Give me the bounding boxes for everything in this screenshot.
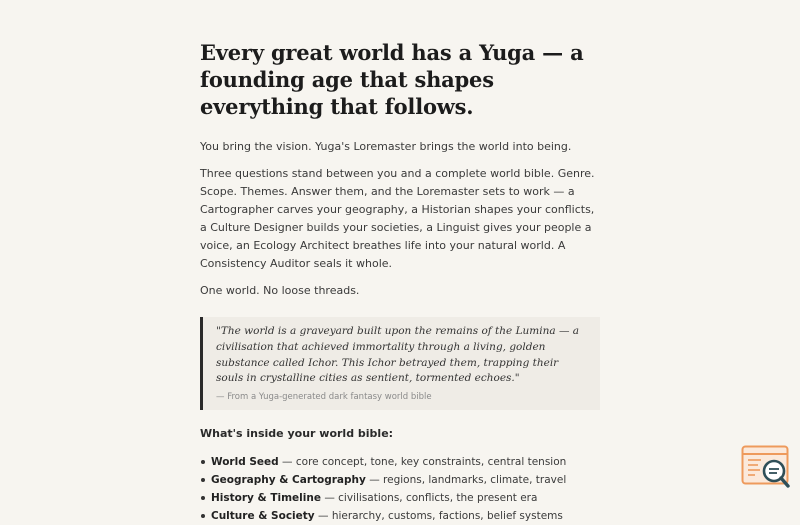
- sample-quote: [200, 317, 600, 410]
- main-content: [200, 39, 600, 525]
- list-item-title: Culture & Society: [211, 510, 315, 523]
- list-item: [200, 453, 600, 471]
- list-item-title: History & Timeline: [211, 492, 321, 505]
- assistant-widget-button[interactable]: [741, 445, 791, 489]
- list-item-desc: — civilisations, conflicts, the present era: [320, 492, 538, 505]
- list-item: [200, 489, 600, 507]
- intro-paragraph: You bring the vision. Yuga's Loremaster brings the world into being.: [200, 140, 572, 153]
- inside-title: What's inside your world bible:: [200, 427, 394, 441]
- list-item: [200, 471, 600, 489]
- list-item-title: Geography & Cartography: [211, 474, 366, 487]
- quote-text: "The world is a graveyard built upon the remains of the Lumina — a civilisation that achieved immortality through a living, golden substance called Ichor. This Ichor betrayed them, trapping their souls in crystalline cities as sentient, tormented echoes.": [216, 325, 580, 385]
- list-item: [200, 507, 600, 525]
- list-item-desc: — regions, landmarks, climate, travel: [365, 474, 567, 487]
- search-document-icon: [741, 445, 791, 489]
- list-item-desc: — hierarchy, customs, factions, belief systems: [314, 510, 563, 523]
- list-item-desc: — core concept, tone, key constraints, central tension: [278, 456, 567, 469]
- description-paragraph: Three questions stand between you and a complete world bible. Genre. Scope. Themes. Answer them, and the Loremaster sets to work — a Cartographer carves your geography, a Historian shapes your conflicts, a Culture Designer builds your societies, a Linguist gives your people a voice, an Ecology Architect breathes life into your natural world. A Consistency Auditor seals it whole.: [200, 167, 595, 270]
- page-headline: Every great world has a Yuga — a founding age that shapes everything that follows.: [200, 40, 584, 119]
- quote-attribution: — From a Yuga-generated dark fantasy world bible: [216, 392, 432, 403]
- bible-contents-list: [200, 453, 600, 525]
- list-item-title: World Seed: [211, 456, 279, 469]
- tagline-paragraph: One world. No loose threads.: [200, 284, 360, 297]
